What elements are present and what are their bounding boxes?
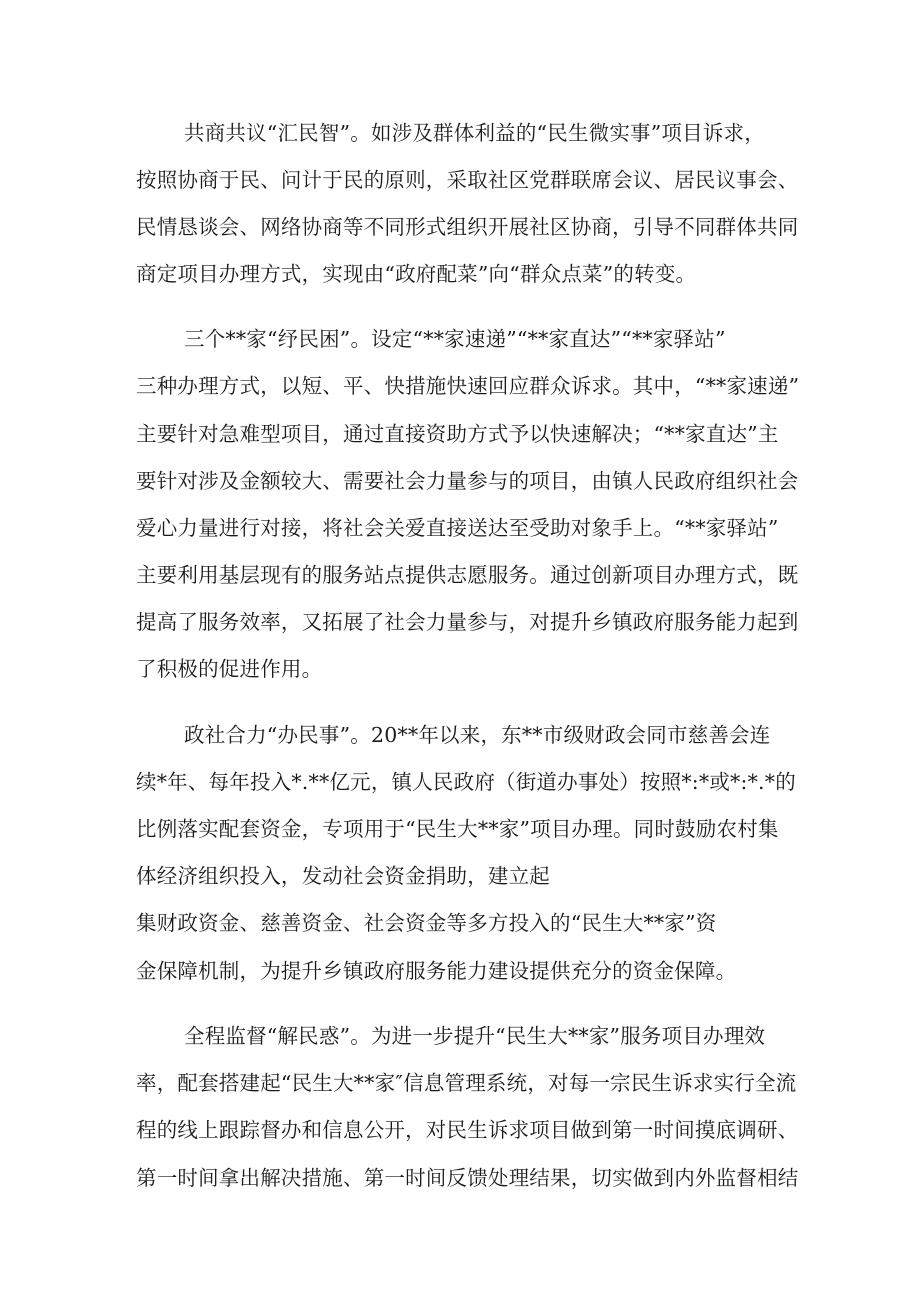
paragraph-4-line-4: 第一时间拿出解决措施、第一时间反馈处理结果，切实做到内外监督相结 — [136, 1166, 799, 1190]
paragraph-3-line-3: 比例落实配套资金，专项用于“民生大**家”项目办理。同时鼓励农村集 — [136, 817, 779, 841]
paragraph-4-line-1: 全程监督“解民惑”。为进一步提升“民生大**家”服务项目办理效 — [184, 1024, 766, 1048]
paragraph-3-line-4: 体经济组织投入，发动社会资金捐助，建立起 — [136, 864, 550, 888]
paragraph-2-line-6: 主要利用基层现有的服务站点提供志愿服务。通过创新项目办理方式，既 — [136, 563, 799, 587]
paragraph-1-line-1: 共商共议“汇民智”。如涉及群体利益的“民生微实事”项目诉求， — [184, 121, 765, 145]
paragraph-1-line-4: 商定项目办理方式，实现由“政府配菜”向“群众点菜”的转变。 — [136, 262, 697, 286]
paragraph-1-line-3: 民情恳谈会、网络协商等不同形式组织开展社区协商，引导不同群体共同 — [136, 215, 799, 239]
paragraph-2-line-4: 要针对涉及金额较大、需要社会力量参与的项目，由镇人民政府组织社会 — [136, 469, 799, 493]
paragraph-3-line-1: 政社合力“办民事”。20**年以来，东**市级财政会同市慈善会连 — [184, 723, 771, 747]
paragraph-3-line-5: 集财政资金、慈善资金、社会资金等多方投入的“民生大**家”资 — [136, 911, 717, 935]
paragraph-2-line-2: 三种办理方式，以短、平、快措施快速回应群众诉求。其中，“**家速递” — [136, 374, 800, 398]
paragraph-4-line-2: 率，配套搭建起“民生大**家″信息管理系统，对每一宗民生诉求实行全流 — [136, 1071, 797, 1095]
paragraph-3-line-6: 金保障机制，为提升乡镇政府服务能力建设提供充分的资金保障。 — [136, 959, 737, 983]
paragraph-2-line-7: 提高了服务效率，又拓展了社会力量参与，对提升乡镇政府服务能力起到 — [136, 610, 799, 634]
paragraph-1-line-2: 按照协商于民、问计于民的原则，采取社区党群联席会议、居民议事会、 — [136, 168, 799, 192]
paragraph-2-line-5: 爱心力量进行对接，将社会关爱直接送达至受助对象手上。“**家驿站” — [136, 516, 779, 540]
paragraph-3-line-2: 续*年、每年投入*.**亿元，镇人民政府（街道办事处）按照*:*或*:*.*的 — [136, 770, 796, 794]
paragraph-2-line-1: 三个**家“纾民困”。设定“**家速递”“**家直达”“**家驿站” — [184, 327, 726, 351]
paragraph-4-line-3: 程的线上跟踪督办和信息公开，对民生诉求项目做到第一时间摸底调研、 — [136, 1118, 799, 1142]
paragraph-2-line-3: 主要针对急难型项目，通过直接资助方式予以快速解决；“**家直达”主 — [136, 422, 779, 446]
paragraph-2-line-8: 了积极的促进作用。 — [136, 657, 323, 681]
